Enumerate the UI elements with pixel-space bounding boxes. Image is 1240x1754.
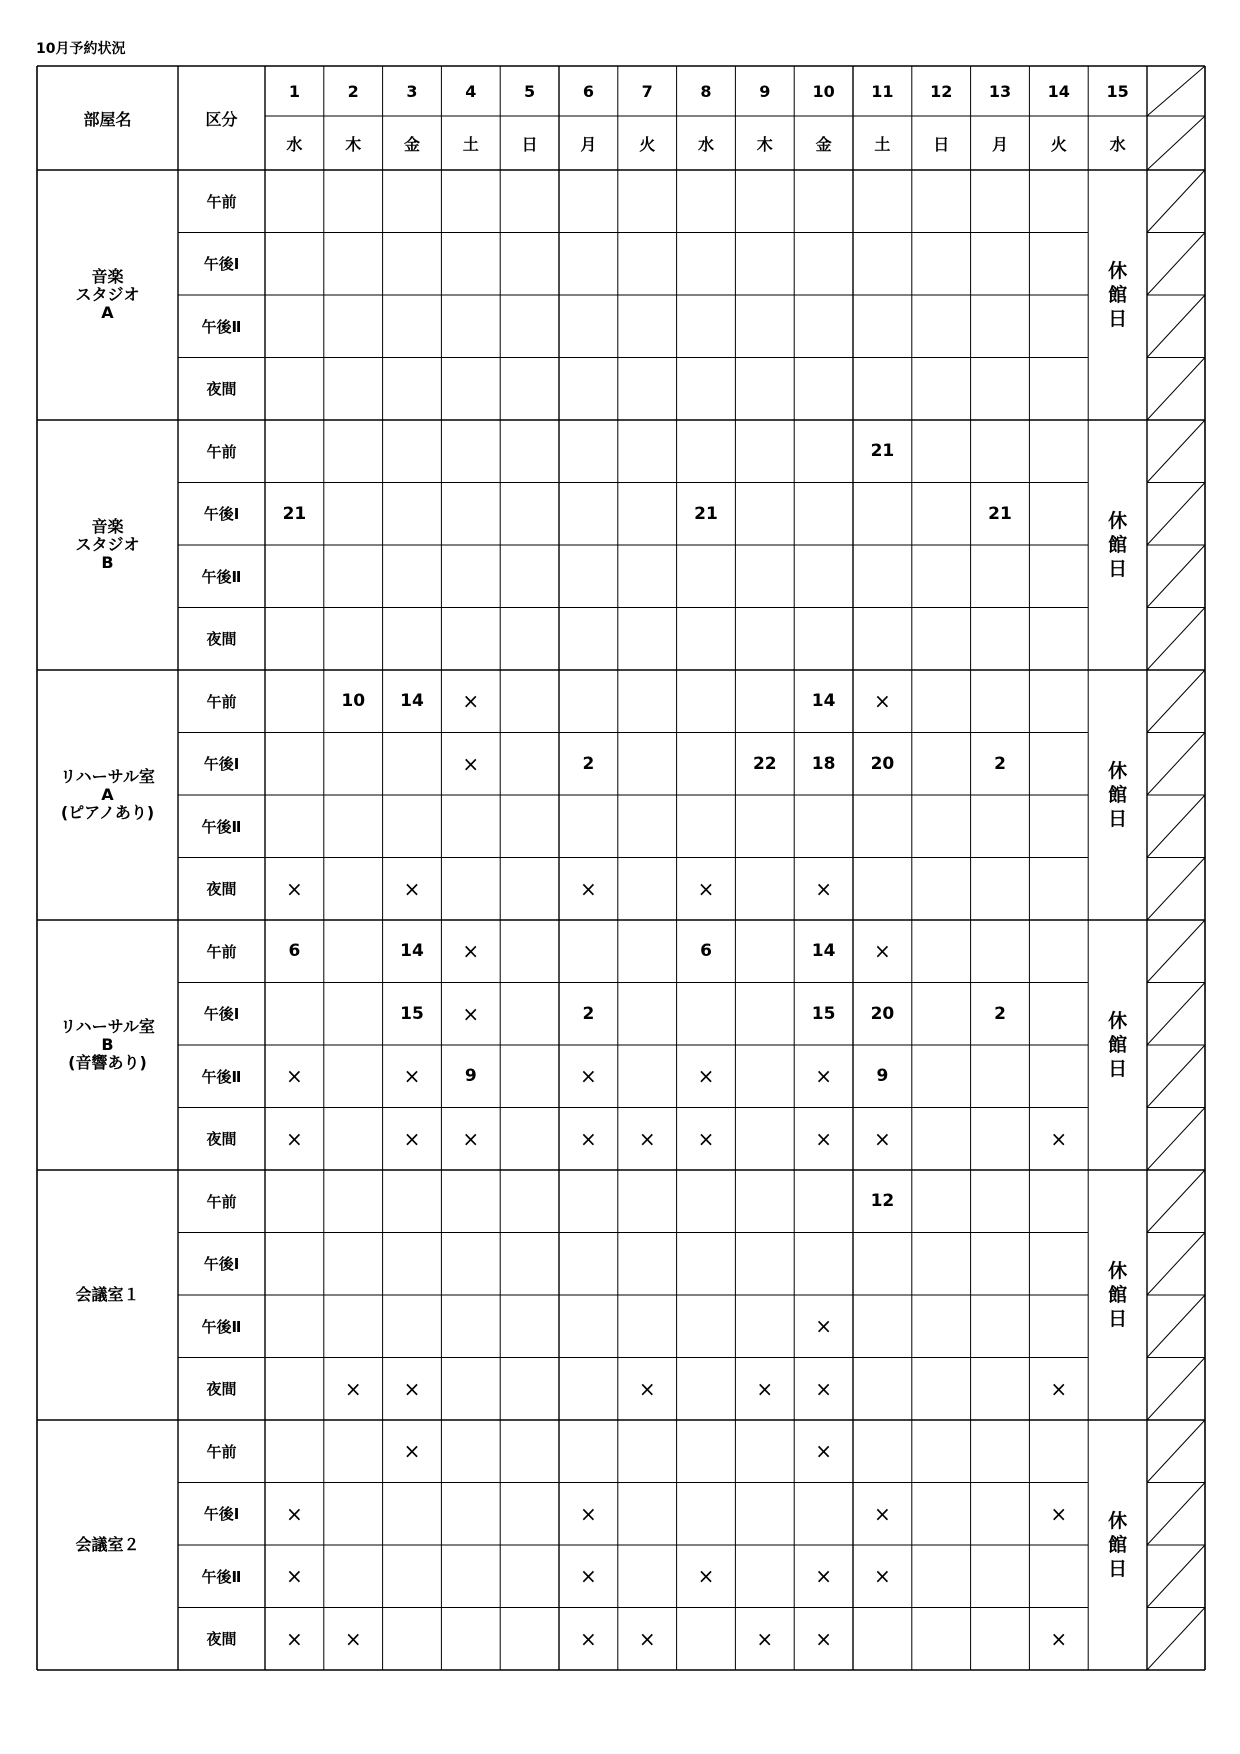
weekday: 日 bbox=[521, 134, 538, 154]
time-slot: 午後Ⅱ bbox=[201, 1067, 242, 1086]
time-slot: 午前 bbox=[206, 192, 237, 211]
time-slot: 午前 bbox=[206, 1192, 237, 1211]
closed-day-char: 日 bbox=[1108, 1058, 1128, 1080]
unavailable-mark: × bbox=[815, 1064, 832, 1089]
unavailable-mark: × bbox=[815, 1439, 832, 1464]
closed-day-char: 館 bbox=[1108, 534, 1128, 556]
closed-day-char: 休 bbox=[1108, 760, 1128, 782]
unavailable-mark: × bbox=[756, 1376, 774, 1401]
unavailable-mark: × bbox=[403, 1439, 421, 1464]
unavailable-mark: × bbox=[286, 1626, 303, 1651]
room-name-line: スタジオ bbox=[75, 535, 140, 554]
weekday: 水 bbox=[697, 134, 714, 154]
booking-count: 18 bbox=[811, 753, 836, 774]
unavailable-mark: × bbox=[697, 1064, 715, 1089]
weekday: 月 bbox=[580, 134, 597, 154]
room-name-line: A bbox=[101, 303, 114, 322]
unavailable-mark: × bbox=[1050, 1501, 1068, 1526]
day-number: 12 bbox=[930, 81, 953, 101]
weekday: 土 bbox=[874, 134, 891, 154]
booking-count: 14 bbox=[400, 941, 424, 962]
day-number: 5 bbox=[524, 81, 536, 101]
room-name-line: スタジオ bbox=[75, 285, 140, 304]
unavailable-mark: × bbox=[344, 1626, 362, 1651]
time-slot: 午後Ⅰ bbox=[203, 255, 240, 274]
time-slot: 午後Ⅱ bbox=[201, 1317, 242, 1336]
time-slot: 午前 bbox=[206, 942, 237, 961]
weekday: 水 bbox=[1109, 134, 1126, 154]
unavailable-mark: × bbox=[697, 1126, 715, 1151]
weekday: 土 bbox=[462, 134, 479, 154]
room-name-line: リハーサル室 bbox=[60, 767, 155, 786]
unavailable-mark: × bbox=[403, 876, 421, 901]
booking-count: 15 bbox=[811, 1003, 836, 1024]
closed-day-label bbox=[1088, 170, 1147, 420]
room-name bbox=[37, 170, 178, 420]
unavailable-mark: × bbox=[462, 751, 480, 776]
unavailable-mark: × bbox=[815, 1314, 832, 1339]
unavailable-mark: × bbox=[638, 1626, 656, 1651]
booking-count: 14 bbox=[400, 691, 424, 712]
time-slot: 午後Ⅱ bbox=[201, 317, 242, 336]
day-number: 13 bbox=[988, 81, 1012, 101]
closed-day-char: 日 bbox=[1108, 1558, 1128, 1580]
booking-count: 2 bbox=[994, 1003, 1006, 1024]
booking-count: 14 bbox=[811, 941, 836, 962]
unavailable-mark: × bbox=[286, 1064, 303, 1089]
day-number: 7 bbox=[641, 81, 653, 101]
unavailable-mark: × bbox=[286, 876, 303, 901]
booking-count: 21 bbox=[282, 503, 307, 524]
room-name-line: 音楽 bbox=[91, 267, 124, 286]
day-number: 15 bbox=[1106, 81, 1129, 101]
booking-count: 21 bbox=[694, 503, 718, 524]
closed-day-label bbox=[1088, 670, 1147, 920]
unavailable-mark: × bbox=[697, 876, 715, 901]
weekday: 金 bbox=[403, 134, 420, 154]
time-slot: 夜間 bbox=[206, 1130, 237, 1149]
room-name-line: A bbox=[101, 785, 114, 804]
closed-day-char: 館 bbox=[1108, 284, 1128, 306]
booking-count: 12 bbox=[870, 1191, 895, 1212]
page-title: 10月予約状況 bbox=[36, 41, 126, 57]
room-header: 部屋名 bbox=[83, 109, 132, 129]
unavailable-mark: × bbox=[815, 1376, 832, 1401]
closed-day-char: 休 bbox=[1108, 1010, 1128, 1032]
booking-count: 14 bbox=[811, 691, 836, 712]
room-name-line: B bbox=[101, 1035, 114, 1054]
unavailable-mark: × bbox=[462, 1001, 480, 1026]
unavailable-mark: × bbox=[1050, 1376, 1068, 1401]
booking-count: 9 bbox=[876, 1066, 889, 1087]
unavailable-mark: × bbox=[286, 1501, 303, 1526]
unavailable-mark: × bbox=[462, 939, 480, 964]
unavailable-mark: × bbox=[874, 1501, 891, 1526]
unavailable-mark: × bbox=[403, 1376, 421, 1401]
closed-day-char: 館 bbox=[1108, 1284, 1128, 1306]
weekday: 水 bbox=[286, 134, 303, 154]
room-name bbox=[37, 420, 178, 670]
closed-day-char: 休 bbox=[1108, 510, 1128, 532]
room-name-line: リハーサル室 bbox=[60, 1017, 155, 1036]
unavailable-mark: × bbox=[462, 689, 480, 714]
booking-count: 21 bbox=[870, 441, 895, 462]
booking-count: 6 bbox=[700, 941, 712, 962]
closed-day-char: 休 bbox=[1108, 1260, 1128, 1282]
day-number: 14 bbox=[1047, 81, 1070, 101]
booking-count: 2 bbox=[994, 753, 1006, 774]
unavailable-mark: × bbox=[874, 1126, 891, 1151]
closed-day-char: 館 bbox=[1108, 784, 1128, 806]
time-slot: 夜間 bbox=[206, 880, 237, 899]
unavailable-mark: × bbox=[756, 1626, 774, 1651]
weekday: 日 bbox=[933, 134, 950, 154]
time-slot: 午後Ⅰ bbox=[203, 1005, 240, 1024]
booking-count: 10 bbox=[341, 691, 366, 712]
time-slot: 午前 bbox=[206, 442, 237, 461]
unavailable-mark: × bbox=[580, 1126, 597, 1151]
time-slot: 午後Ⅱ bbox=[201, 1567, 242, 1586]
closed-day-label bbox=[1088, 1420, 1147, 1670]
unavailable-mark: × bbox=[815, 876, 832, 901]
unavailable-mark: × bbox=[286, 1126, 303, 1151]
weekday: 火 bbox=[1050, 134, 1067, 154]
unavailable-mark: × bbox=[580, 1501, 597, 1526]
time-slot: 午後Ⅰ bbox=[203, 1255, 240, 1274]
time-slot: 午後Ⅱ bbox=[201, 817, 242, 836]
closed-day-label bbox=[1088, 1170, 1147, 1420]
unavailable-mark: × bbox=[1050, 1626, 1068, 1651]
unavailable-mark: × bbox=[286, 1564, 303, 1589]
room-name bbox=[37, 1170, 178, 1420]
unavailable-mark: × bbox=[874, 689, 891, 714]
unavailable-mark: × bbox=[344, 1376, 362, 1401]
unavailable-mark: × bbox=[697, 1564, 715, 1589]
day-number: 11 bbox=[871, 81, 894, 101]
day-number: 9 bbox=[759, 81, 771, 101]
time-slot: 午前 bbox=[206, 1442, 237, 1461]
room-name bbox=[37, 920, 178, 1170]
day-number: 1 bbox=[288, 81, 300, 101]
unavailable-mark: × bbox=[580, 876, 597, 901]
day-number: 4 bbox=[465, 81, 477, 101]
closed-day-char: 日 bbox=[1108, 808, 1128, 830]
room-name-line: 会議室２ bbox=[75, 1535, 140, 1554]
unavailable-mark: × bbox=[874, 939, 891, 964]
day-number: 3 bbox=[406, 81, 418, 101]
unavailable-mark: × bbox=[403, 1064, 421, 1089]
closed-day-label bbox=[1088, 920, 1147, 1170]
room-name-line: (音響あり) bbox=[68, 1053, 147, 1072]
unavailable-mark: × bbox=[815, 1564, 832, 1589]
booking-count: 15 bbox=[400, 1003, 424, 1024]
unavailable-mark: × bbox=[462, 1126, 480, 1151]
room-name-line: 会議室１ bbox=[75, 1285, 140, 1304]
closed-day-char: 日 bbox=[1108, 1308, 1128, 1330]
closed-day-char: 日 bbox=[1108, 308, 1128, 330]
time-slot: 夜間 bbox=[206, 1630, 237, 1649]
day-number: 8 bbox=[700, 81, 712, 101]
booking-count: 21 bbox=[988, 503, 1012, 524]
unavailable-mark: × bbox=[638, 1126, 656, 1151]
time-slot: 午後Ⅰ bbox=[203, 755, 240, 774]
room-name-line: (ピアノあり) bbox=[60, 803, 155, 822]
unavailable-mark: × bbox=[815, 1626, 832, 1651]
time-slot: 夜間 bbox=[206, 630, 237, 649]
weekday: 金 bbox=[815, 134, 832, 154]
time-slot: 午前 bbox=[206, 692, 237, 711]
booking-count: 2 bbox=[582, 753, 595, 774]
unavailable-mark: × bbox=[638, 1376, 656, 1401]
time-slot: 午後Ⅱ bbox=[201, 567, 242, 586]
weekday: 木 bbox=[756, 134, 773, 154]
weekday: 月 bbox=[991, 134, 1008, 154]
unavailable-mark: × bbox=[403, 1126, 421, 1151]
room-name bbox=[37, 670, 178, 920]
unavailable-mark: × bbox=[874, 1564, 891, 1589]
closed-day-char: 休 bbox=[1108, 1510, 1128, 1532]
time-slot: 午後Ⅰ bbox=[203, 1505, 240, 1524]
booking-count: 20 bbox=[870, 1003, 895, 1024]
day-number: 2 bbox=[347, 81, 359, 101]
closed-day-char: 館 bbox=[1108, 1034, 1128, 1056]
time-slot: 夜間 bbox=[206, 380, 237, 399]
closed-day-char: 館 bbox=[1108, 1534, 1128, 1556]
room-name-line: B bbox=[101, 553, 114, 572]
room-name bbox=[37, 1420, 178, 1670]
time-slot: 午後Ⅰ bbox=[203, 505, 240, 524]
booking-count: 9 bbox=[464, 1066, 477, 1087]
booking-count: 2 bbox=[582, 1003, 595, 1024]
closed-day-char: 日 bbox=[1108, 558, 1128, 580]
unavailable-mark: × bbox=[580, 1064, 597, 1089]
unavailable-mark: × bbox=[580, 1564, 597, 1589]
booking-count: 20 bbox=[870, 753, 895, 774]
unavailable-mark: × bbox=[580, 1626, 597, 1651]
room-name-line: 音楽 bbox=[91, 517, 124, 536]
closed-day-label bbox=[1088, 420, 1147, 670]
weekday: 木 bbox=[345, 134, 362, 154]
unavailable-mark: × bbox=[1050, 1126, 1068, 1151]
time-slot: 夜間 bbox=[206, 1380, 237, 1399]
day-number: 10 bbox=[812, 81, 835, 101]
booking-count: 22 bbox=[752, 753, 777, 774]
weekday: 火 bbox=[639, 134, 656, 154]
day-number: 6 bbox=[582, 81, 594, 101]
category-header: 区分 bbox=[205, 109, 238, 129]
booking-count: 6 bbox=[288, 941, 301, 962]
closed-day-char: 休 bbox=[1108, 260, 1128, 282]
unavailable-mark: × bbox=[815, 1126, 832, 1151]
